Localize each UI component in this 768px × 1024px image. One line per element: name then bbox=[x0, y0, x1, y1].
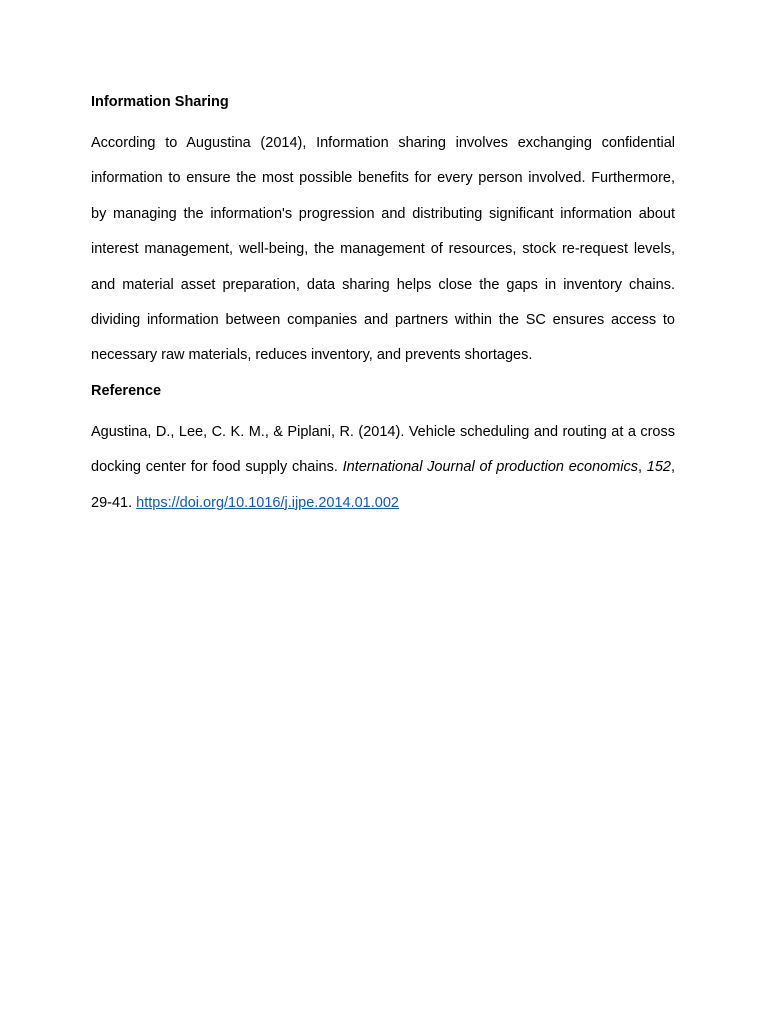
citation-separator: , bbox=[638, 459, 647, 476]
information-sharing-paragraph: According to Augustina (2014), Information sharing involves exchanging confidential information to ensure the most possible benefits for every person involved. Furthermore, by managing the information's progression and distributing significant information about interest management, well-being, the management of resources, stock re-request levels, and material asset preparation, data sharing helps close the gaps in inventory chains. dividing information between companies and partners within the SC ensures access to necessary raw materials, reduces inventory, and prevents shortages. bbox=[91, 135, 675, 364]
spacer bbox=[91, 405, 675, 415]
section-heading-reference: Reference bbox=[91, 382, 162, 399]
citation-authors-title: Agustina, D., Lee, C. K. M., & Piplani, R. (2014). Vehicle scheduling and routing at a cross docking center for food supply chains. bbox=[91, 423, 675, 476]
section-heading-information-sharing: Information Sharing bbox=[91, 94, 229, 110]
document-page bbox=[91, 88, 675, 521]
spacer bbox=[91, 116, 675, 126]
citation-doi-link[interactable]: https://doi.org/10.1016/j.ijpe.2014.01.002 bbox=[136, 494, 399, 511]
citation-journal: International Journal of production economics bbox=[342, 459, 639, 476]
citation-pages: , 29-41. bbox=[91, 459, 676, 511]
reference-citation bbox=[91, 415, 675, 521]
citation-volume: 152 bbox=[646, 459, 671, 476]
